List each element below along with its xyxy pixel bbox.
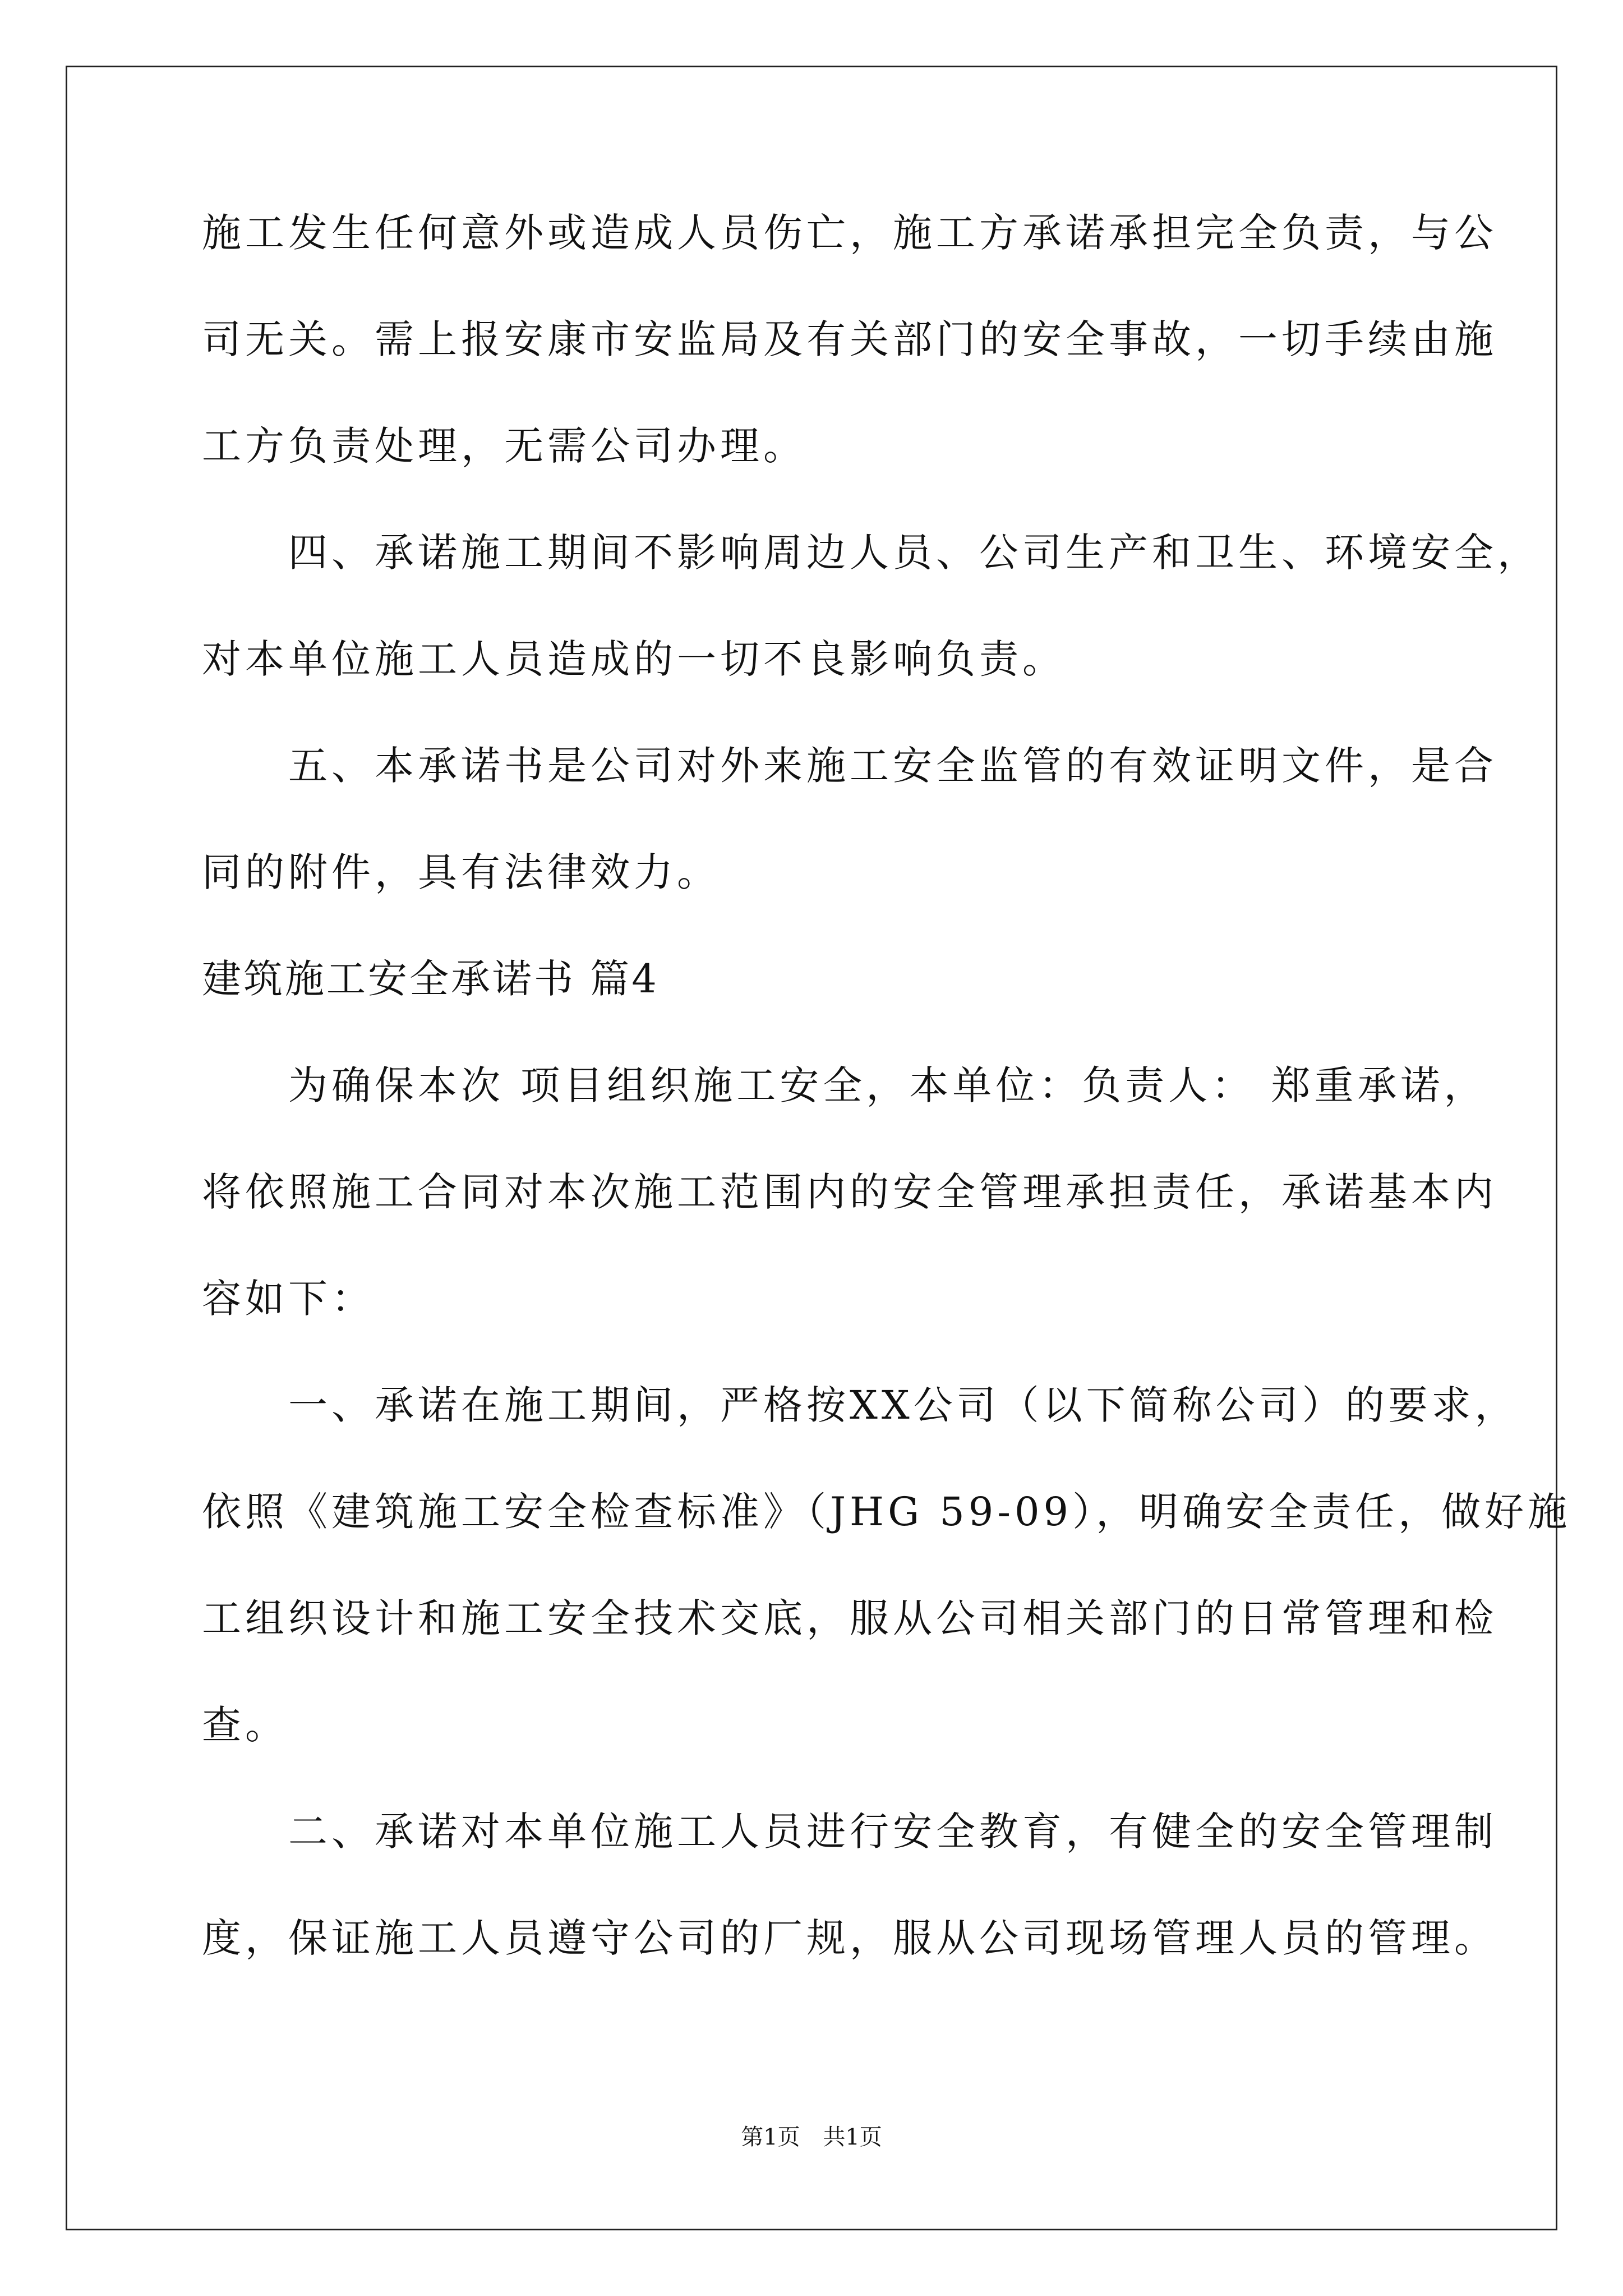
body-line: 同的附件，具有法律效力。 [202, 849, 720, 895]
body-line: 施工发生任何意外或造成人员伤亡，施工方承诺承担完全负责，与公 [202, 210, 1497, 256]
body-line: 一、承诺在施工期间，严格按XX公司（以下简称公司）的要求， [202, 1382, 1518, 1428]
page-number: 第1页 [741, 2124, 800, 2150]
body-line: 工组织设计和施工安全技术交底，服从公司相关部门的日常管理和检 [202, 1595, 1497, 1641]
body-line: 司无关。需上报安康市安监局及有关部门的安全事故，一切手续由施 [202, 316, 1497, 362]
body-line: 工方负责处理，无需公司办理。 [202, 423, 806, 469]
body-line: 二、承诺对本单位施工人员进行安全教育，有健全的安全管理制 [202, 1809, 1497, 1855]
body-line: 容如下： [202, 1276, 375, 1322]
section-heading: 建筑施工安全承诺书 篇4 [202, 956, 659, 1002]
body-line: 查。 [202, 1702, 288, 1748]
body-line: 依照《建筑施工安全检查标准》（JHG 59-09），明确安全责任，做好施 [202, 1489, 1571, 1535]
body-line: 度，保证施工人员遵守公司的厂规，服从公司现场管理人员的管理。 [202, 1915, 1497, 1961]
page-total: 共1页 [823, 2124, 882, 2150]
page-footer [0, 2126, 1623, 2148]
body-line: 对本单位施工人员造成的一切不良影响负责。 [202, 636, 1066, 682]
body-line: 为确保本次 项目组织施工安全，本单位：负责人： 郑重承诺， [202, 1062, 1487, 1108]
body-line: 将依照施工合同对本次施工范围内的安全管理承担责任，承诺基本内 [202, 1169, 1497, 1215]
document-body [202, 210, 1571, 2025]
body-line: 四、承诺施工期间不影响周边人员、公司生产和卫生、环境安全， [202, 530, 1541, 576]
body-line: 五、本承诺书是公司对外来施工安全监管的有效证明文件，是合 [202, 743, 1497, 789]
